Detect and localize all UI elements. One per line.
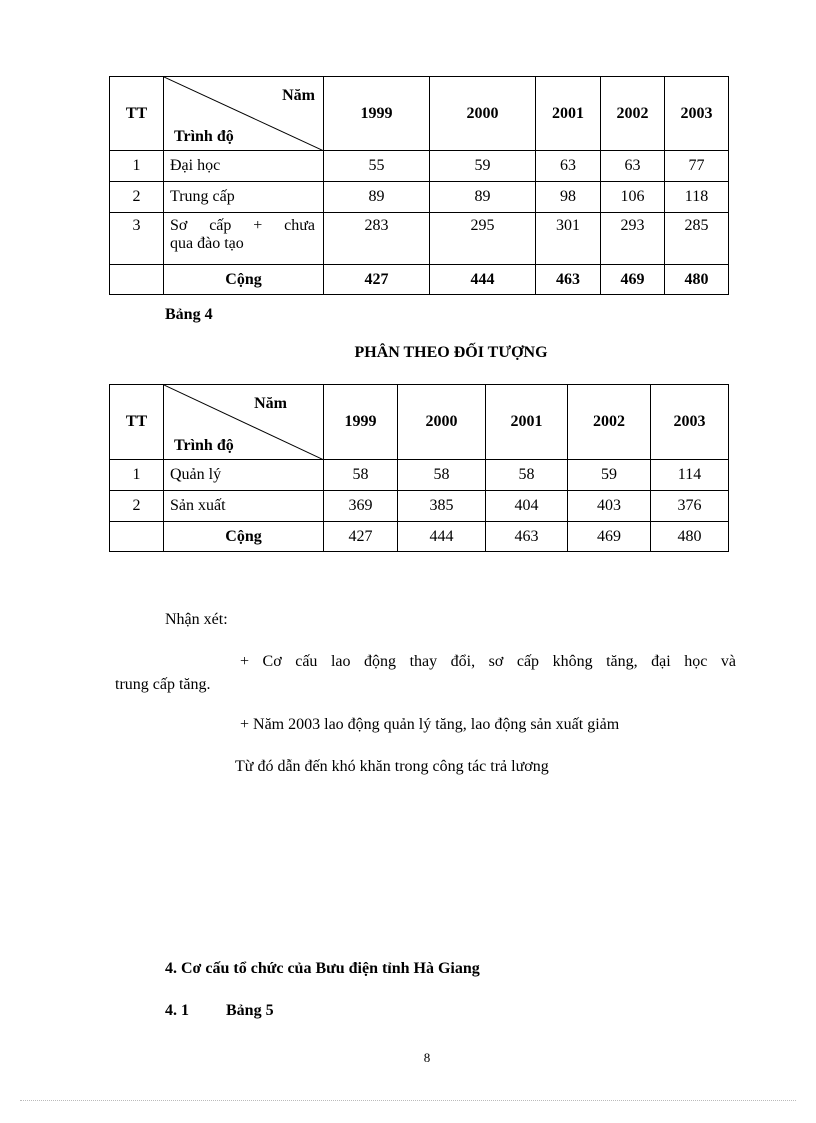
row-value: 283: [324, 213, 430, 265]
header-trinh-do: Trình độ: [174, 437, 234, 454]
header-nam: Năm: [282, 87, 315, 104]
row-value: 404: [486, 491, 568, 522]
section-heading: PHÂN THEO ĐỐI TƯỢNG: [354, 344, 548, 361]
page-bottom-divider: [20, 1100, 796, 1101]
row-value: 118: [665, 182, 729, 213]
table-row: [110, 151, 729, 182]
section4-sub-number: 4. 1: [165, 1002, 189, 1019]
table-total-row: [110, 522, 729, 552]
row-value: 59: [568, 460, 651, 491]
section4-heading: 4. Cơ cấu tổ chức của Bưu điện tỉnh Hà Giang: [165, 960, 480, 977]
table-row: [110, 213, 729, 265]
row-tt: 3: [110, 213, 164, 265]
row-label: Trung cấp: [164, 182, 324, 213]
table-header-row: [110, 385, 729, 460]
remarks-item1-line1: + Cơ cấu lao động thay đổi, sơ cấp không tăng, đại học và: [240, 653, 736, 670]
row-value: 114: [651, 460, 729, 491]
header-nam: Năm: [254, 395, 287, 412]
remarks-item1-line2: trung cấp tăng.: [115, 676, 211, 693]
header-year: 2003: [665, 77, 729, 151]
row-value: 58: [486, 460, 568, 491]
row-tt: 1: [110, 151, 164, 182]
total-value: 480: [651, 522, 729, 552]
page-number: 8: [423, 1050, 431, 1065]
table-header-row: [110, 77, 729, 151]
header-year: 2000: [430, 77, 536, 151]
row-value: 293: [601, 213, 665, 265]
row-label: Quản lý: [164, 460, 324, 491]
total-value: 463: [486, 522, 568, 552]
header-year: 2002: [601, 77, 665, 151]
remarks-item2: + Năm 2003 lao động quản lý tăng, lao động sản xuất giảm: [240, 716, 620, 733]
row-value: 89: [324, 182, 430, 213]
header-tt: TT: [110, 385, 164, 460]
section4-sub-label: Bảng 5: [226, 1002, 274, 1019]
row-value: 385: [398, 491, 486, 522]
row-value: 63: [601, 151, 665, 182]
header-tt: TT: [110, 77, 164, 151]
total-value: 469: [568, 522, 651, 552]
header-diagonal-cell: [164, 77, 324, 151]
header-year: 2000: [398, 385, 486, 460]
table-caption: Bảng 4: [165, 306, 213, 323]
row-value: 59: [430, 151, 536, 182]
row-value: 376: [651, 491, 729, 522]
row-value: 106: [601, 182, 665, 213]
total-value: 444: [398, 522, 486, 552]
remarks-title: Nhận xét:: [165, 611, 228, 628]
total-value: 444: [430, 265, 536, 295]
row-tt: 1: [110, 460, 164, 491]
row-value: 369: [324, 491, 398, 522]
header-year: 2002: [568, 385, 651, 460]
row-label: Đại học: [164, 151, 324, 182]
table-doi-tuong: [109, 384, 729, 552]
row-value: 55: [324, 151, 430, 182]
row-value: 285: [665, 213, 729, 265]
row-value: 403: [568, 491, 651, 522]
total-value: 469: [601, 265, 665, 295]
table-row: [110, 182, 729, 213]
remarks-conclusion: Từ đó dẫn đến khó khăn trong công tác trả lương: [235, 758, 549, 775]
total-value: 427: [324, 265, 430, 295]
row-label: [164, 213, 324, 265]
total-tt-empty: [110, 522, 164, 552]
row-value: 301: [536, 213, 601, 265]
header-diagonal-cell: [164, 385, 324, 460]
row-tt: 2: [110, 491, 164, 522]
header-year: 2003: [651, 385, 729, 460]
header-year: 2001: [486, 385, 568, 460]
table-trinh-do: [109, 76, 729, 295]
table-row: [110, 491, 729, 522]
table-row: [110, 460, 729, 491]
header-trinh-do: Trình độ: [174, 128, 234, 145]
total-value: 480: [665, 265, 729, 295]
header-year: 2001: [536, 77, 601, 151]
table-total-row: [110, 265, 729, 295]
row-value: 295: [430, 213, 536, 265]
row-value: 77: [665, 151, 729, 182]
row-value: 58: [324, 460, 398, 491]
row-value: 98: [536, 182, 601, 213]
total-label: Cộng: [164, 265, 324, 295]
row-label: Sản xuất: [164, 491, 324, 522]
row-label-line2: qua đào tạo: [170, 235, 244, 252]
header-year: 1999: [324, 77, 430, 151]
total-value: 427: [324, 522, 398, 552]
row-value: 58: [398, 460, 486, 491]
header-year: 1999: [324, 385, 398, 460]
row-value: 63: [536, 151, 601, 182]
total-tt-empty: [110, 265, 164, 295]
total-value: 463: [536, 265, 601, 295]
row-tt: 2: [110, 182, 164, 213]
row-value: 89: [430, 182, 536, 213]
row-label-line1: Sơ cấp + chưa: [170, 217, 315, 234]
total-label: Cộng: [164, 522, 324, 552]
